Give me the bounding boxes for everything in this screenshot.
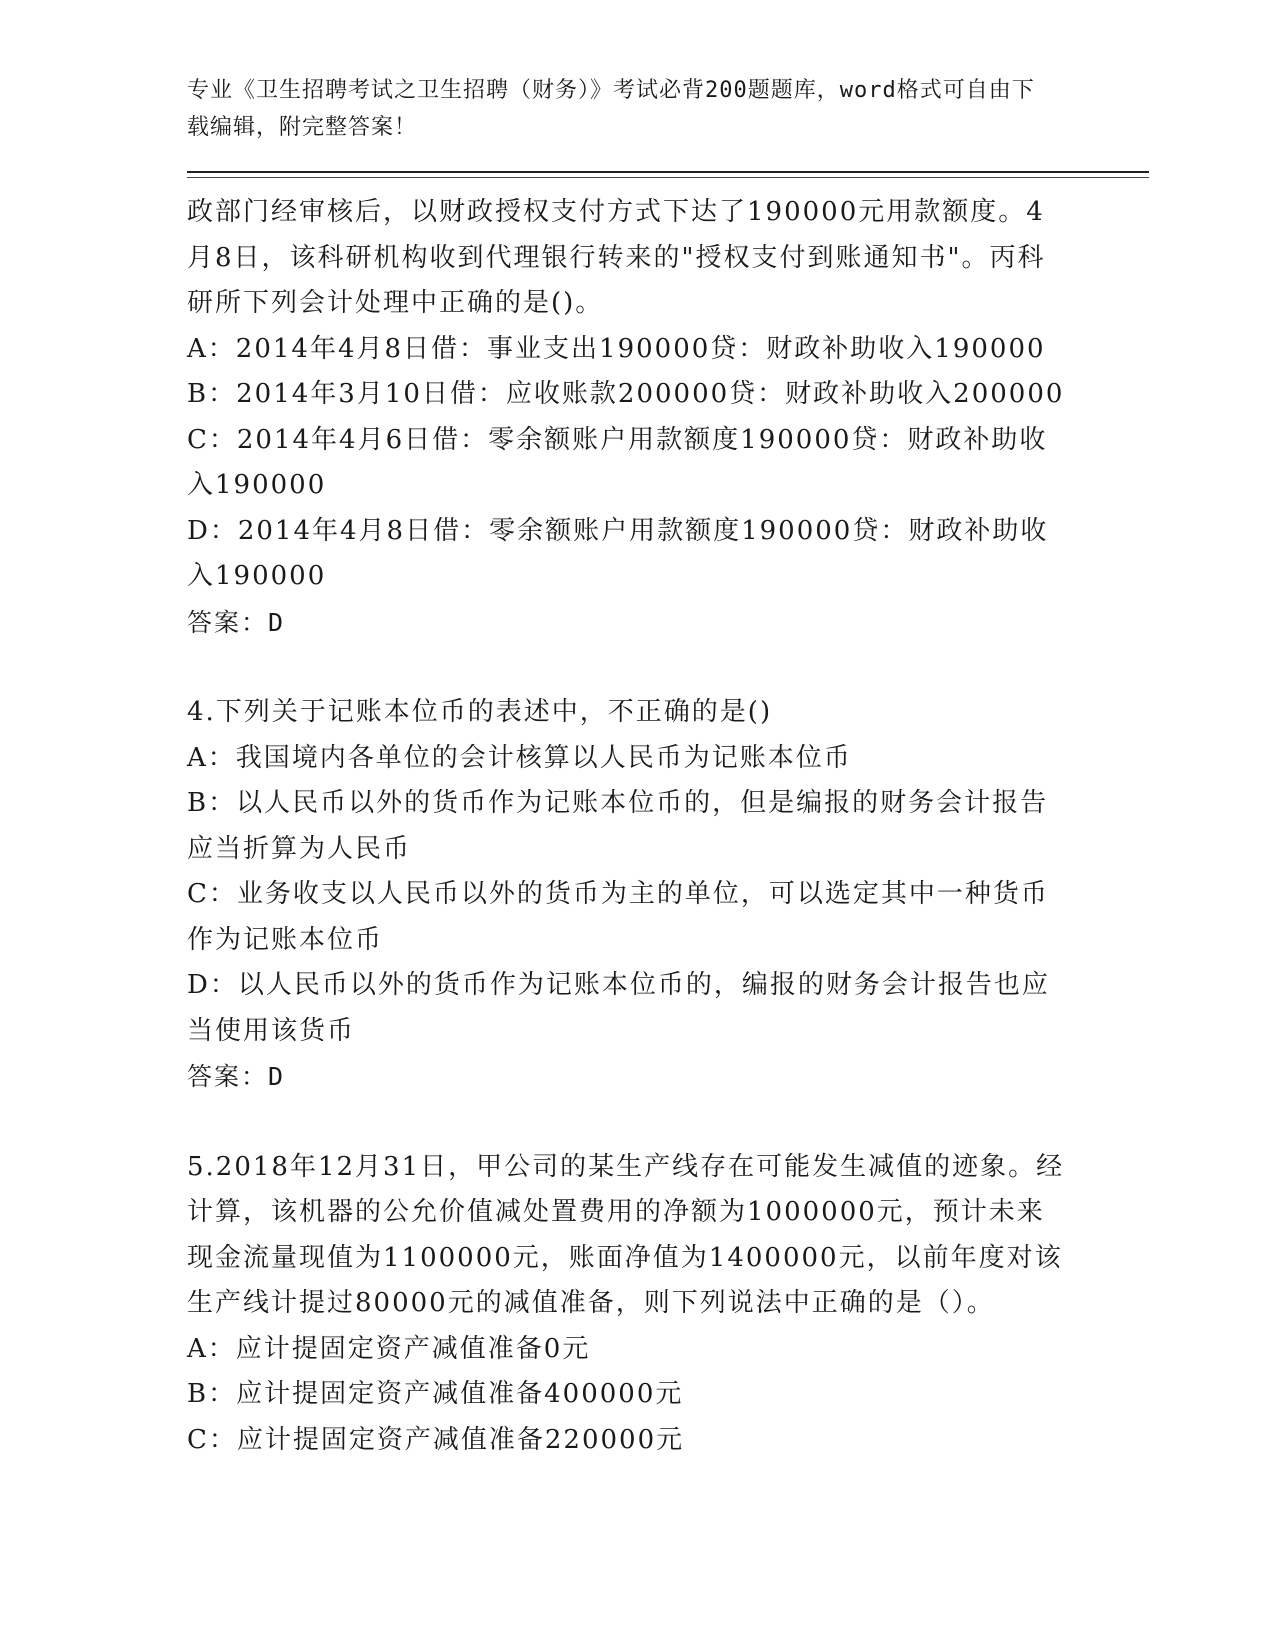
question-4 <box>187 690 1067 1100</box>
question-3 <box>187 190 1067 645</box>
question-3-option-d: D：2014年4月8日借：零余额账户用款额度190000贷：财政补助收入190000 <box>187 515 1049 591</box>
header-rule-thin <box>187 177 1149 178</box>
question-4-stem: 4.下列关于记账本位币的表述中，不正确的是() <box>187 697 773 727</box>
question-3-stem: 政部门经审核后，以财政授权支付方式下达了190000元用款额度。4月8日，该科研机构收到代理银行转来的"授权支付到账通知书"。丙科研所下列会计处理中正确的是()。 <box>187 197 1046 318</box>
question-content <box>187 190 1067 1463</box>
question-4-answer: 答案：D <box>187 1062 286 1091</box>
document-header: 专业《卫生招聘考试之卫生招聘（财务）》考试必背200题题库，word格式可自由下载编辑，附完整答案！ <box>187 78 1035 140</box>
question-4-option-b: B：以人民币以外的货币作为记账本位币的，但是编报的财务会计报告应当折算为人民币 <box>187 788 1049 864</box>
question-5-option-a: A：应计提固定资产减值准备0元 <box>187 1333 591 1364</box>
question-5-option-c: C：应计提固定资产减值准备220000元 <box>187 1424 685 1455</box>
spacer <box>187 645 1067 690</box>
question-5-stem: 5.2018年12月31日，甲公司的某生产线存在可能发生减值的迹象。经计算，该机器的公允价值减处置费用的净额为1000000元，预计未来现金流量现值为1100000元，账面净值为1400000元，以前年度对该生产线计提过80000元的减值准备，则下列说法中正确的是（）。 <box>187 1151 1065 1318</box>
question-3-answer: 答案：D <box>187 607 286 637</box>
spacer <box>187 1100 1067 1145</box>
question-3-option-b: B：2014年3月10日借：应收账款200000贷：财政补助收入200000 <box>187 379 1065 409</box>
question-4-option-d: D：以人民币以外的货币作为记账本位币的，编报的财务会计报告也应当使用该货币 <box>187 970 1050 1046</box>
question-3-option-c: C：2014年4月6日借：零余额账户用款额度190000贷：财政补助收入190000 <box>187 424 1048 500</box>
question-5 <box>187 1145 1067 1464</box>
question-4-option-a: A：我国境内各单位的会计核算以人民币为记账本位币 <box>187 742 852 773</box>
header-rule-thick <box>187 171 1149 173</box>
question-4-option-c: C：业务收支以人民币以外的货币为主的单位，可以选定其中一种货币作为记账本位币 <box>187 879 1049 955</box>
question-5-option-b: B：应计提固定资产减值准备400000元 <box>187 1379 684 1409</box>
question-3-option-a: A：2014年4月8日借：事业支出190000贷：财政补助收入190000 <box>187 333 1046 364</box>
